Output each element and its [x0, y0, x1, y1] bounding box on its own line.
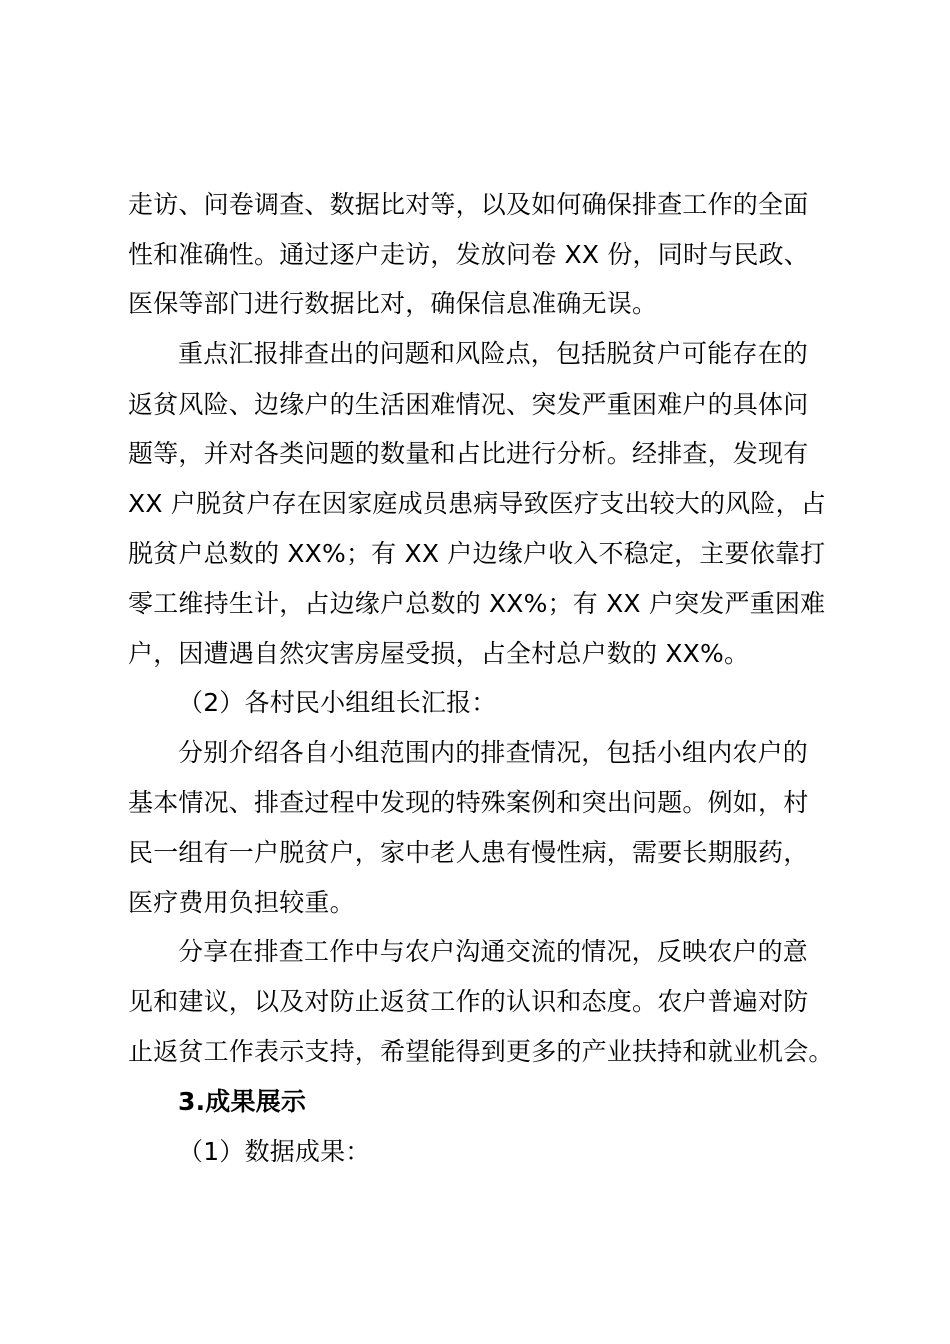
text-line: 题等，并对各类问题的数量和占比进行分析。经排查，发现有 [128, 439, 809, 468]
text-line: 民一组有一户脱贫户，家中老人患有慢性病，需要长期服药， [128, 838, 809, 867]
paragraph-start: 分别介绍各自小组范围内的排查情况，包括小组内农户的 [178, 738, 809, 767]
section-heading: 3.成果展示 [178, 1087, 307, 1116]
paragraph-start: 重点汇报排查出的问题和风险点，包括脱贫户可能存在的 [178, 339, 809, 368]
subheading: （1）数据成果： [178, 1137, 371, 1166]
text-line: 医疗费用负担较重。 [128, 888, 355, 917]
text-line: 零工维持生计，占边缘户总数的 XX%；有 XX 户突发严重困难 [128, 589, 826, 618]
text-line: 性和准确性。通过逐户走访，发放问卷 XX 份，同时与民政、 [128, 240, 809, 269]
subheading: （2）各村民小组组长汇报： [178, 688, 497, 717]
paragraph-start: 分享在排查工作中与农户沟通交流的情况，反映农户的意 [178, 937, 809, 966]
text-line: 止返贫工作表示支持，希望能得到更多的产业扶持和就业机会。 [128, 1037, 834, 1066]
text-line: 医保等部门进行数据比对，确保信息准确无误。 [128, 289, 658, 318]
text-line: XX 户脱贫户存在因家庭成员患病导致医疗支出较大的风险，占 [128, 489, 827, 518]
text-line: 走访、问卷调查、数据比对等，以及如何确保排查工作的全面 [128, 190, 809, 219]
text-line: 脱贫户总数的 XX%；有 XX 户边缘户收入不稳定，主要依靠打 [128, 539, 826, 568]
text-line: 返贫风险、边缘户的生活困难情况、突发严重困难户的具体问 [128, 390, 809, 419]
text-line: 见和建议，以及对防止返贫工作的认识和态度。农户普遍对防 [128, 987, 809, 1016]
text-line: 户，因遭遇自然灾害房屋受损，占全村总户数的 XX%。 [128, 639, 750, 668]
text-line: 基本情况、排查过程中发现的特殊案例和突出问题。例如，村 [128, 788, 809, 817]
